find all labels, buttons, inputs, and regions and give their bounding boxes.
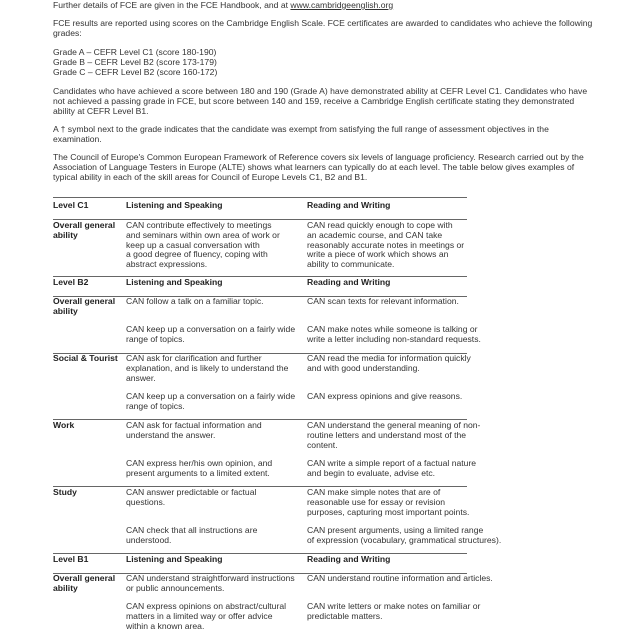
row-label: Social & Tourist: [53, 353, 118, 363]
cell-ls: CAN contribute effectively to meetings and seminars within own area of work or keep up a casual conversation with a good degree of fluency, coping with abstract expressions.: [126, 220, 280, 270]
divider: [53, 276, 467, 277]
cell-rw: CAN make simple notes that are of reasonable use for essay or revision purposes, capturing most important points.: [307, 487, 470, 517]
cell-rw: CAN make notes while someone is talking or write a letter including non-standard requests.: [307, 324, 481, 344]
col-reading-writing: Reading and Writing: [307, 200, 391, 210]
details-text: Further details of FCE are given in the FCE Handbook, and at: [53, 0, 291, 10]
cell-ls: CAN ask for factual information and understand the answer.: [126, 420, 262, 440]
cell-ls: CAN keep up a conversation on a fairly wide range of topics.: [126, 324, 296, 344]
divider: [53, 197, 467, 198]
cell-ls: CAN understand straightforward instructions or public announcements.: [126, 573, 295, 593]
details-paragraph: [53, 1, 393, 11]
level-b2-heading: Level B2: [53, 277, 89, 287]
cell-ls: CAN express opinions on abstract/cultural matters in a limited way or offer advice within a known area.: [126, 601, 287, 631]
col-listening-speaking: Listening and Speaking: [126, 277, 223, 287]
candidates-paragraph: Candidates who have achieved a score between 180 and 190 (Grade A) have demonstrated ability at CEFR Level C1. Candidates who have not achieved a passing grade in FCE, but score between 140 and 159, receive a Cambridge English certificate stating they demonstrated ability at CEFR Level B1.: [53, 86, 588, 116]
cambridge-link[interactable]: www.cambridgeenglish.org: [290, 0, 394, 10]
col-reading-writing: Reading and Writing: [307, 554, 391, 564]
level-c1-heading: Level C1: [53, 200, 89, 210]
cell-rw: CAN read the media for information quickly and with good understanding.: [307, 353, 471, 373]
row-label: Overall general ability: [53, 296, 116, 316]
cell-rw: CAN present arguments, using a limited range of expression (vocabulary, grammatical structures).: [307, 525, 502, 545]
cell-rw: CAN understand the general meaning of non- routine letters and understand most of the content.: [307, 420, 481, 450]
cell-ls: CAN express her/his own opinion, and present arguments to a limited extent.: [126, 458, 273, 478]
level-b1-heading: Level B1: [53, 554, 89, 564]
cell-ls: CAN keep up a conversation on a fairly wide range of topics.: [126, 391, 296, 411]
dagger-paragraph: A † symbol next to the grade indicates that the candidate was exempt from satisfying the full range of assessment objectives in the examination.: [53, 124, 549, 144]
col-reading-writing: Reading and Writing: [307, 277, 391, 287]
cell-ls: CAN answer predictable or factual questions.: [126, 487, 257, 507]
cell-rw: CAN understand routine information and articles.: [307, 573, 493, 583]
cell-rw: CAN write letters or make notes on familiar or predictable matters.: [307, 601, 481, 621]
col-listening-speaking: Listening and Speaking: [126, 200, 223, 210]
results-paragraph: FCE results are reported using scores on the Cambridge English Scale. FCE certificates are awarded to candidates who achieve the following grades:: [53, 18, 593, 38]
row-label: Overall general ability: [53, 220, 116, 240]
row-label: Study: [53, 487, 77, 497]
grades-list: Grade A – CEFR Level C1 (score 180-190) Grade B – CEFR Level B2 (score 173-179) Grade C – CEFR Level B2 (score 160-172): [53, 47, 218, 77]
row-label: Overall general ability: [53, 573, 116, 593]
col-listening-speaking: Listening and Speaking: [126, 554, 223, 564]
cell-ls: CAN follow a talk on a familiar topic.: [126, 296, 264, 306]
cell-ls: CAN ask for clarification and further explanation, and is likely to understand the answer.: [126, 353, 289, 383]
cell-rw: CAN scan texts for relevant information.: [307, 296, 459, 306]
cell-ls: CAN check that all instructions are understood.: [126, 525, 258, 545]
divider: [53, 553, 467, 554]
council-paragraph: The Council of Europe's Common European Framework of Reference covers six levels of language proficiency. Research carried out by the Association of Language Testers in Europe (ALTE) shows what learners can typically do at each level. The table below gives examples of typical ability in each of the skill areas for Council of Europe Levels C1, B2 and B1.: [53, 152, 584, 182]
cell-rw: CAN write a simple report of a factual nature and begin to evaluate, advise etc.: [307, 458, 477, 478]
cell-rw: CAN read quickly enough to cope with an academic course, and CAN take reasonably accurate notes in meetings or write a piece of work which shows an ability to communicate.: [307, 220, 465, 270]
cell-rw: CAN express opinions and give reasons.: [307, 391, 463, 401]
row-label: Work: [53, 420, 75, 430]
